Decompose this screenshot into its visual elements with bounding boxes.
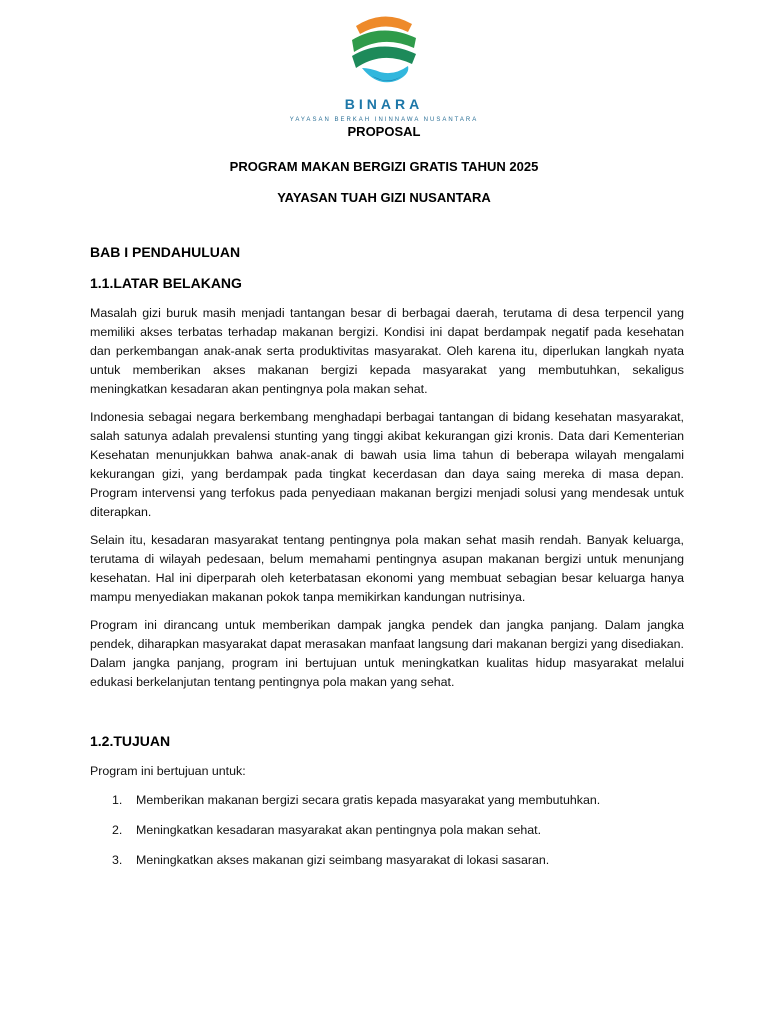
paragraph-3: Selain itu, kesadaran masyarakat tentang pentingnya pola makan sehat masih rendah. Banyak keluarga, terutama di wilayah pedesaan, belum memahami pentingnya asupan makanan bergizi untuk menunjang kesehatan. Hal ini diperparah oleh keterbatasan ekonomi yang membuat sebagian besar keluarga hanya mampu menyediakan makanan pokok tanpa memikirkan kandungan nutrisinya. xyxy=(90,533,684,604)
logo-wordmark: BINARA xyxy=(344,96,424,112)
tujuan-intro: Program ini bertujuan untuk: xyxy=(90,764,246,778)
list-item xyxy=(90,791,684,821)
logo-tagline: YAYASAN BERKAH ININNAWA NUSANTARA xyxy=(289,117,479,123)
list-item-number: 2. xyxy=(112,823,123,837)
foundation-title: YAYASAN TUAH GIZI NUSANTARA xyxy=(277,190,491,205)
list-item-text: Meningkatkan akses makanan gizi seimbang masyarakat di lokasi sasaran. xyxy=(136,853,550,867)
tujuan-list xyxy=(90,791,684,881)
list-item-text: Memberikan makanan bergizi secara gratis kepada masyarakat yang membutuhkan. xyxy=(136,793,601,807)
binara-logo xyxy=(270,10,498,123)
document-type-title: PROPOSAL xyxy=(347,124,421,139)
chapter-heading: BAB I PENDAHULUAN xyxy=(90,244,241,260)
list-item-number: 3. xyxy=(112,853,123,867)
binara-logo-mark-icon xyxy=(348,10,420,88)
list-item-number: 1. xyxy=(112,793,123,807)
list-item xyxy=(90,821,684,851)
list-item xyxy=(90,851,684,881)
paragraph-1: Masalah gizi buruk masih menjadi tantangan besar di berbagai daerah, terutama di desa terpencil yang memiliki akses terbatas terhadap makanan bergizi. Kondisi ini dapat berdampak negatif pada kesehatan dan perkembangan anak-anak serta produktivitas masyarakat. Oleh karena itu, diperlukan langkah nyata untuk memberikan akses makanan bergizi kepada masyarakat yang membutuhkan, sekaligus meningkatkan kesadaran akan pentingnya pola makan sehat. xyxy=(90,306,684,396)
list-item-text: Meningkatkan kesadaran masyarakat akan pentingnya pola makan sehat. xyxy=(136,823,542,837)
paragraph-2: Indonesia sebagai negara berkembang menghadapi berbagai tantangan di bidang kesehatan masyarakat, salah satunya adalah prevalensi stunting yang tinggi akibat kekurangan gizi kronis. Data dari Kementerian Kesehatan menunjukkan bahwa anak-anak di bawah usia lima tahun di beberapa wilayah mengalami kekurangan gizi, yang berdampak pada tingkat kecerdasan dan daya saing mereka di masa depan. Program intervensi yang terfokus pada penyediaan makanan bergizi menjadi solusi yang mendesak untuk diterapkan. xyxy=(90,410,684,519)
paragraph-4: Program ini dirancang untuk memberikan dampak jangka pendek dan jangka panjang. Dalam jangka pendek, diharapkan masyarakat dapat merasakan manfaat langsung dari makanan bergizi yang disediakan. Dalam jangka panjang, program ini bertujuan untuk meningkatkan kualitas hidup masyarakat melalui edukasi berkelanjutan tentang pentingnya pola makan yang sehat. xyxy=(90,618,684,689)
program-title: PROGRAM MAKAN BERGIZI GRATIS TAHUN 2025 xyxy=(229,159,539,174)
section-heading-latar-belakang: 1.1.LATAR BELAKANG xyxy=(90,275,242,291)
section-heading-tujuan: 1.2.TUJUAN xyxy=(90,733,171,749)
